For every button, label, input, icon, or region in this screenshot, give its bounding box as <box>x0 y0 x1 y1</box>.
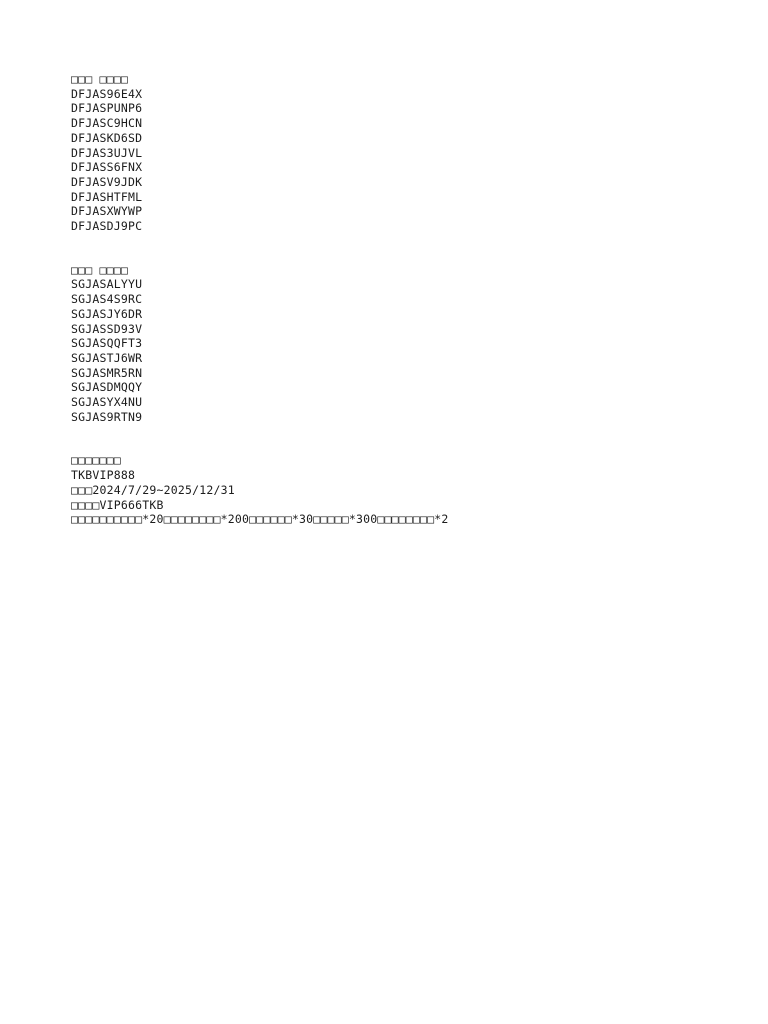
code-line: DFJASKD6SD <box>71 130 143 145</box>
code-line: SGJASDMQQY <box>71 380 143 395</box>
code-line: SGJAS4S9RC <box>71 292 143 307</box>
code-line: SGJASSD93V <box>71 321 143 336</box>
code-line: DFJASS6FNX <box>71 160 143 175</box>
section-three-heading: □□□□□□□ <box>71 453 121 468</box>
code-line: SGJASMR5RN <box>71 365 143 380</box>
code-line: DFJASXWYWP <box>71 204 143 219</box>
code-line: DFJASHTFML <box>71 189 143 204</box>
vip-code-line: TKBVIP888 <box>71 468 136 483</box>
code-line: DFJASV9JDK <box>71 174 143 189</box>
section-three <box>71 453 691 527</box>
code-line: SGJASJY6DR <box>71 306 143 321</box>
code-line: SGJASYX4NU <box>71 395 143 410</box>
code-line: DFJASPUNP6 <box>71 101 143 116</box>
section-two-heading: □□□ □□□□ <box>71 262 128 277</box>
document-text-body <box>71 72 691 527</box>
validity-period-line: □□□2024/7/29~2025/12/31 <box>71 482 235 497</box>
code-line: SGJASTJ6WR <box>71 350 143 365</box>
code-line: SGJASALYYU <box>71 277 143 292</box>
paragraph-spacer <box>71 424 691 453</box>
section-one <box>71 72 691 234</box>
vip-label-line: □□□□VIP666TKB <box>71 497 164 512</box>
code-line: SGJASQQFT3 <box>71 336 143 351</box>
section-two <box>71 263 691 425</box>
code-line: SGJAS9RTN9 <box>71 409 143 424</box>
code-line: DFJASC9HCN <box>71 116 143 131</box>
section-one-heading: □□□ □□□□ <box>71 72 128 86</box>
code-line: DFJASDJ9PC <box>71 219 143 234</box>
paragraph-spacer <box>71 234 691 263</box>
code-line: DFJAS3UJVL <box>71 145 143 160</box>
benefits-line: □□□□□□□□□□*20□□□□□□□□*200□□□□□□*30□□□□□*300□□□□□□□□*2 <box>71 512 449 527</box>
code-line: DFJAS96E4X <box>71 86 143 101</box>
